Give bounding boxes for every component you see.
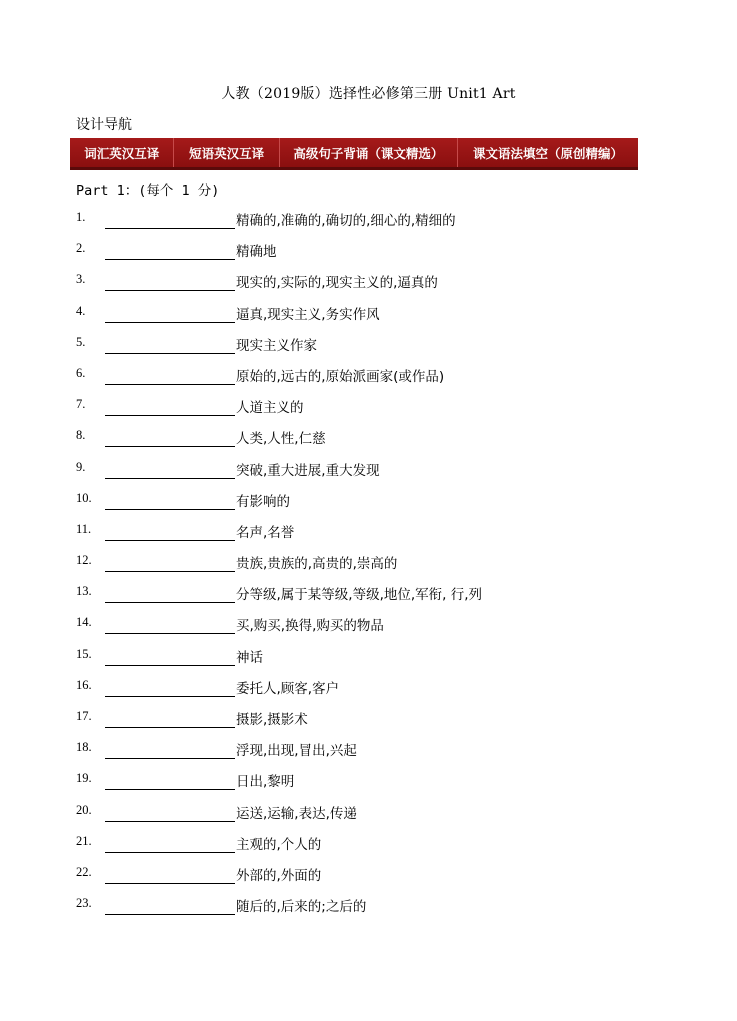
answer-blank[interactable]: [105, 571, 235, 572]
answer-blank[interactable]: [105, 633, 235, 634]
nav-item-sentences[interactable]: 高级句子背诵（课文精选）: [280, 138, 458, 167]
nav-item-grammar-fill[interactable]: 课文语法填空（原创精编）: [472, 145, 623, 161]
answer-blank[interactable]: [105, 415, 235, 416]
item-number: 2.: [76, 241, 86, 256]
item-number: 3.: [76, 272, 86, 287]
answer-blank[interactable]: [105, 883, 235, 884]
answer-blank[interactable]: [105, 384, 235, 385]
list-item: [0, 362, 737, 393]
list-item: [0, 268, 737, 299]
part-label: Part 1：(每个 1 分): [76, 183, 220, 199]
list-item: [0, 830, 737, 861]
list-item: [0, 206, 737, 237]
item-meaning: 现实主义作家: [236, 337, 317, 354]
list-item: [0, 331, 737, 362]
item-number: 22.: [76, 864, 92, 879]
answer-blank[interactable]: [105, 665, 235, 666]
item-number: 20.: [76, 802, 92, 817]
item-number: 15.: [76, 646, 92, 661]
item-number: 13.: [76, 584, 92, 599]
item-meaning: 现实的,实际的,现实主义的,逼真的: [236, 275, 438, 292]
item-meaning: 摄影,摄影术: [236, 712, 308, 728]
answer-blank[interactable]: [105, 353, 235, 354]
item-number: 17.: [76, 709, 92, 723]
exercise-list: [0, 206, 737, 923]
item-number: 18.: [76, 740, 92, 755]
page-title: 人教（2019版）选择性必修第三册 Unit1 Art: [221, 86, 516, 102]
item-meaning: 名声,名誉: [236, 524, 295, 541]
item-number: 16.: [76, 677, 92, 692]
item-meaning: 主观的,个人的: [236, 836, 322, 853]
answer-blank[interactable]: [105, 509, 235, 510]
list-item: [0, 237, 737, 268]
item-meaning: 原始的,远古的,原始派画家(或作品): [236, 368, 445, 385]
item-number: 8.: [76, 428, 86, 443]
item-number: 9.: [76, 459, 86, 474]
answer-blank[interactable]: [105, 259, 235, 260]
answer-blank[interactable]: [105, 727, 235, 728]
answer-blank[interactable]: [105, 478, 235, 479]
answer-blank[interactable]: [105, 914, 235, 915]
list-item: [0, 456, 737, 487]
item-meaning: 贵族,贵族的,高贵的,崇高的: [236, 556, 398, 573]
list-item: [0, 643, 737, 674]
list-item: [0, 487, 737, 518]
item-meaning: 逼真,现实主义,务实作风: [236, 306, 380, 323]
item-number: 19.: [76, 771, 92, 786]
answer-blank[interactable]: [105, 852, 235, 853]
item-number: 23.: [76, 896, 92, 911]
list-item: [0, 580, 737, 611]
list-item: [0, 767, 737, 798]
section-label: 设计导航: [76, 117, 132, 133]
item-number: 14.: [76, 615, 92, 630]
item-number: 11.: [76, 521, 92, 536]
list-item: [0, 892, 737, 923]
item-number: 21.: [76, 833, 92, 848]
item-meaning: 随后的,后来的;之后的: [236, 899, 367, 916]
item-meaning: 运送,运输,表达,传递: [236, 805, 357, 822]
item-number: 10.: [76, 490, 92, 505]
answer-blank[interactable]: [105, 758, 235, 759]
design-nav-bar: [70, 138, 638, 170]
nav-item-phrases[interactable]: 短语英汉互译: [174, 138, 279, 167]
item-meaning: 精确的,准确的,确切的,细心的,精细的: [236, 213, 456, 229]
answer-blank[interactable]: [105, 290, 235, 291]
answer-blank[interactable]: [105, 789, 235, 790]
answer-blank[interactable]: [105, 821, 235, 822]
item-meaning: 人类,人性,仁慈: [236, 431, 326, 448]
item-meaning: 人道主义的: [236, 400, 304, 417]
list-item: [0, 393, 737, 424]
answer-blank[interactable]: [105, 446, 235, 447]
list-item: [0, 300, 737, 331]
item-number: 1.: [76, 210, 86, 224]
answer-blank[interactable]: [105, 696, 235, 697]
answer-blank[interactable]: [105, 228, 235, 229]
list-item: [0, 799, 737, 830]
answer-blank[interactable]: [105, 602, 235, 603]
item-meaning: 有影响的: [236, 493, 290, 510]
list-item: [0, 549, 737, 580]
item-number: 4.: [76, 303, 86, 318]
item-meaning: 浮现,出现,冒出,兴起: [236, 743, 357, 760]
item-number: 12.: [76, 553, 92, 568]
item-meaning: 买,购买,换得,购买的物品: [236, 618, 384, 635]
item-number: 6.: [76, 365, 86, 380]
list-item: [0, 674, 737, 705]
item-meaning: 精确地: [236, 244, 277, 261]
answer-blank[interactable]: [105, 540, 235, 541]
list-item: [0, 424, 737, 455]
item-number: 7.: [76, 397, 86, 412]
list-item: [0, 705, 737, 736]
answer-blank[interactable]: [105, 322, 235, 323]
item-meaning: 外部的,外面的: [236, 867, 322, 884]
item-meaning: 委托人,顾客,客户: [236, 680, 340, 697]
item-meaning: 分等级,属于某等级,等级,地位,军衔, 行,列: [236, 587, 483, 604]
item-number: 5.: [76, 334, 86, 349]
item-meaning: 突破,重大进展,重大发现: [236, 462, 380, 479]
nav-item-vocabulary[interactable]: 词汇英汉互译: [70, 138, 174, 167]
list-item: [0, 736, 737, 767]
item-meaning: 日出,黎明: [236, 774, 295, 791]
list-item: [0, 611, 737, 642]
item-meaning: 神话: [236, 649, 263, 666]
list-item: [0, 518, 737, 549]
list-item: [0, 861, 737, 892]
